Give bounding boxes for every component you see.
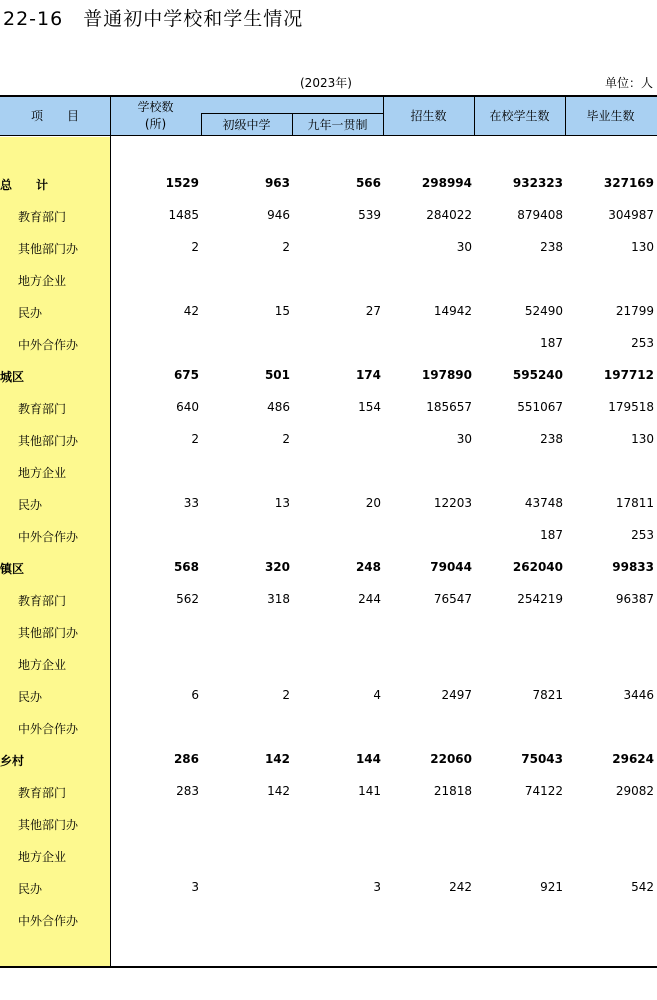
enroll-cell: 197890 [421,368,472,382]
schools-cell: 568 [173,560,199,574]
nine-year-cell: 539 [358,208,381,222]
in-school-cell: 52490 [524,304,563,318]
graduates-cell: 327169 [603,176,654,190]
enroll-cell: 76547 [433,592,472,606]
schools-cell: 6 [191,688,199,702]
graduates-cell: 3446 [623,688,654,702]
junior-cell: 320 [264,560,290,574]
in-school-cell: 921 [540,880,563,894]
enroll-cell: 14942 [433,304,472,318]
graduates-cell: 304987 [608,208,654,222]
page-title: 22-16 普通初中学校和学生情况 [3,8,304,30]
graduates-cell: 179518 [608,400,654,414]
table-row [0,808,657,840]
table-row [0,680,657,712]
header-schools-line1: 学校数 [137,100,174,114]
in-school-cell: 187 [540,528,563,542]
junior-cell: 501 [264,368,290,382]
row-label: 地方企业 [18,658,67,672]
table-row [0,648,657,680]
row-label: 教育部门 [18,594,67,608]
in-school-cell: 43748 [524,496,563,510]
nine-year-cell: 20 [365,496,381,510]
schools-cell: 283 [176,784,199,798]
enroll-cell: 21818 [433,784,472,798]
enroll-cell: 30 [456,240,472,254]
row-label: 民办 [18,498,43,512]
junior-cell: 2 [282,688,290,702]
graduates-cell: 96387 [615,592,654,606]
enroll-cell: 185657 [426,400,472,414]
graduates-cell: 542 [631,880,654,894]
table-row [0,552,657,584]
row-label: 地方企业 [18,274,67,288]
junior-cell: 2 [282,240,290,254]
table-row [0,200,657,232]
in-school-cell: 74122 [524,784,563,798]
nine-year-cell: 141 [358,784,381,798]
junior-cell: 963 [264,176,290,190]
junior-cell: 2 [282,432,290,446]
header-in-school: 在校学生数 [489,109,550,123]
enroll-cell: 2497 [441,688,472,702]
graduates-cell: 130 [631,240,654,254]
row-label: 乡村 [0,754,25,768]
table-row [0,488,657,520]
header-enroll: 招生数 [410,109,447,123]
schools-cell: 562 [176,592,199,606]
header-item: 项 目 [30,109,79,123]
subheader-rule [201,113,383,114]
enroll-cell: 298994 [421,176,472,190]
row-label: 教育部门 [18,210,67,224]
table-row [0,840,657,872]
nine-year-cell: 144 [355,752,381,766]
row-label: 其他部门办 [18,434,79,448]
row-label: 地方企业 [18,466,67,480]
header-bottom-rule [0,135,657,136]
table-row [0,712,657,744]
nine-year-cell: 248 [355,560,381,574]
table-row [0,328,657,360]
table-bottom-rule [0,966,657,968]
nine-year-cell: 3 [373,880,381,894]
enroll-cell: 12203 [433,496,472,510]
schools-cell: 42 [183,304,199,318]
graduates-cell: 253 [631,336,654,350]
table-row [0,296,657,328]
header-schools-line2: (所) [144,117,167,131]
graduates-cell: 17811 [615,496,654,510]
row-label: 中外合作办 [18,914,79,928]
header-nine-year: 九年一贯制 [307,118,368,132]
row-label: 中外合作办 [18,530,79,544]
graduates-cell: 130 [631,432,654,446]
in-school-cell: 254219 [517,592,563,606]
junior-cell: 142 [264,752,290,766]
in-school-cell: 879408 [517,208,563,222]
in-school-cell: 595240 [512,368,563,382]
table-row [0,520,657,552]
table-row [0,360,657,392]
in-school-cell: 7821 [532,688,563,702]
row-label: 民办 [18,882,43,896]
row-label: 民办 [18,690,43,704]
graduates-cell: 253 [631,528,654,542]
junior-cell: 15 [274,304,290,318]
nine-year-cell: 154 [358,400,381,414]
nine-year-cell: 174 [355,368,381,382]
nine-year-cell: 4 [373,688,381,702]
row-label: 民办 [18,306,43,320]
schools-cell: 3 [191,880,199,894]
in-school-cell: 238 [540,240,563,254]
schools-cell: 2 [191,240,199,254]
schools-cell: 675 [173,368,199,382]
row-label: 教育部门 [18,402,67,416]
in-school-cell: 262040 [512,560,563,574]
row-label: 镇区 [0,562,25,576]
graduates-cell: 197712 [603,368,654,382]
junior-cell: 318 [267,592,290,606]
table-row [0,616,657,648]
table-row [0,424,657,456]
enroll-cell: 79044 [430,560,472,574]
row-label: 教育部门 [18,786,67,800]
row-label: 地方企业 [18,850,67,864]
enroll-cell: 242 [449,880,472,894]
nine-year-cell: 566 [355,176,381,190]
enroll-cell: 30 [456,432,472,446]
header-top-rule [0,95,657,97]
schools-cell: 33 [183,496,199,510]
enroll-cell: 22060 [430,752,472,766]
nine-year-cell: 27 [365,304,381,318]
row-label: 城区 [0,370,25,384]
row-label: 其他部门办 [18,242,79,256]
table-row [0,168,657,200]
schools-cell: 1485 [168,208,199,222]
nine-year-cell: 244 [358,592,381,606]
table-row [0,232,657,264]
schools-cell: 640 [176,400,199,414]
graduates-cell: 21799 [615,304,654,318]
header-graduates: 毕业生数 [586,109,635,123]
enroll-cell: 284022 [426,208,472,222]
schools-cell: 2 [191,432,199,446]
header-junior: 初级中学 [222,118,271,132]
row-label: 总 计 [0,178,49,192]
schools-cell: 286 [173,752,199,766]
table-row [0,872,657,904]
in-school-cell: 75043 [521,752,563,766]
in-school-cell: 932323 [512,176,563,190]
row-label: 其他部门办 [18,818,79,832]
unit-label: 单位：人 [604,76,653,90]
in-school-cell: 551067 [517,400,563,414]
graduates-cell: 29082 [615,784,654,798]
schools-cell: 1529 [165,176,199,190]
junior-cell: 142 [267,784,290,798]
junior-cell: 13 [274,496,290,510]
table-row [0,264,657,296]
row-label: 中外合作办 [18,338,79,352]
row-label: 中外合作办 [18,722,79,736]
table-row [0,456,657,488]
graduates-cell: 99833 [612,560,654,574]
graduates-cell: 29624 [612,752,654,766]
table-row [0,392,657,424]
table-row [0,776,657,808]
in-school-cell: 238 [540,432,563,446]
table-row [0,744,657,776]
junior-cell: 946 [267,208,290,222]
table-row [0,584,657,616]
table-row [0,904,657,936]
in-school-cell: 187 [540,336,563,350]
year-label: (2023年) [300,76,352,90]
row-label: 其他部门办 [18,626,79,640]
junior-cell: 486 [267,400,290,414]
